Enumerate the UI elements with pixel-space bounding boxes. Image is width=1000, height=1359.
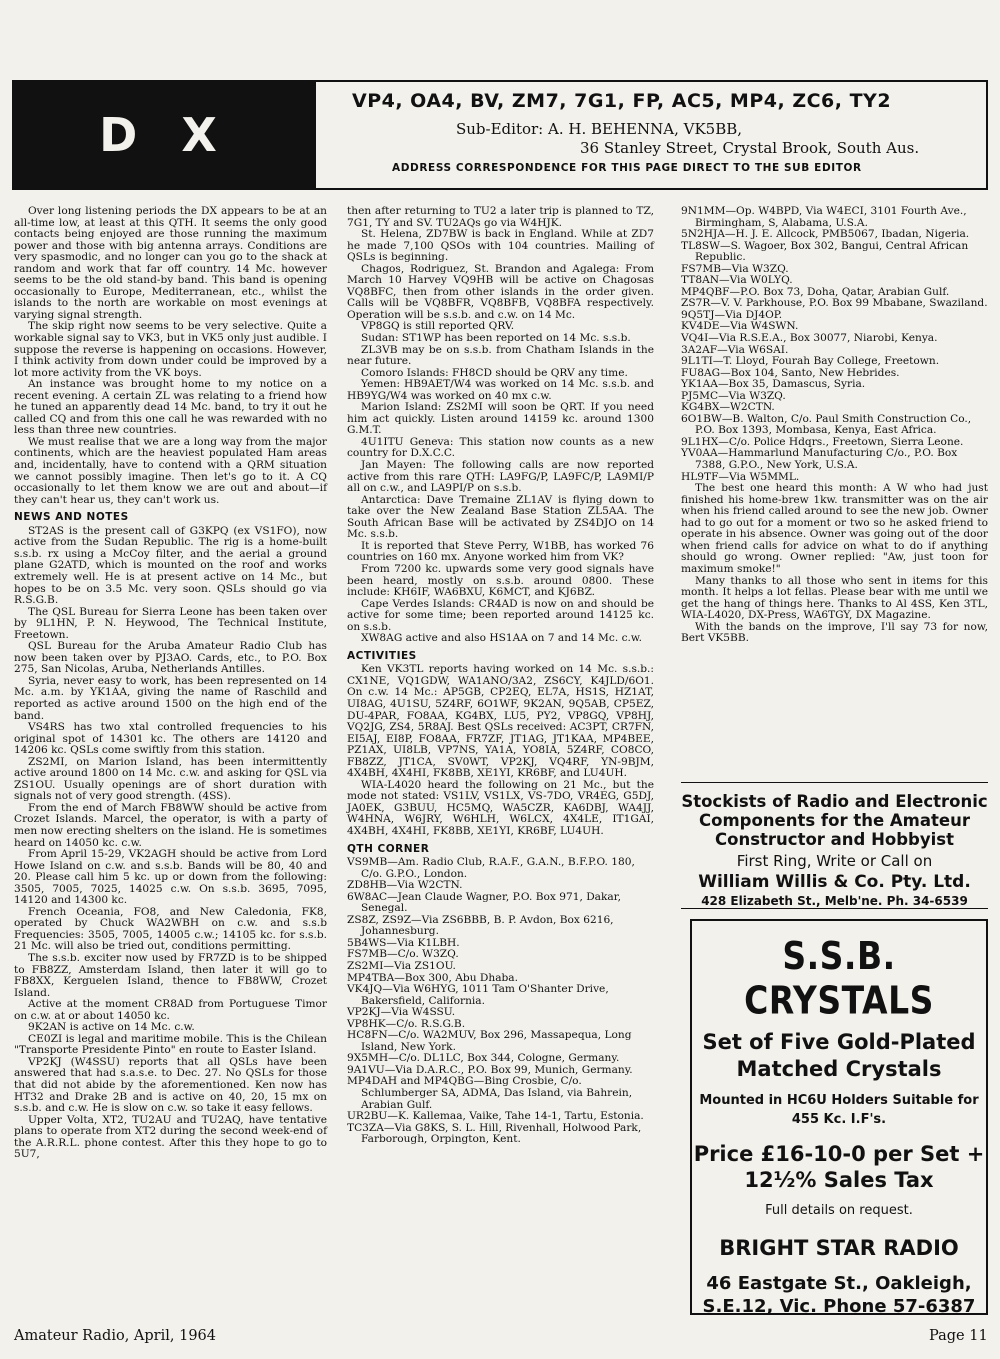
- qth-entry: FS7MB—Via W3ZQ.: [681, 262, 789, 275]
- qth-entry: ZS8Z, ZS9Z—Via ZS6BBB, B. P. Avdon, Box 6216, Johannesburg.: [347, 913, 614, 938]
- qth-entry: KV4DE—Via W4SWN.: [681, 320, 799, 333]
- qth-entry: 9A1VU—Via D.A.R.C., P.O. Box 99, Munich, Germany.: [347, 1063, 633, 1076]
- qth-entry: 6W8AC—Jean Claude Wagner, P.O. Box 971, Dakar, Senegal.: [347, 890, 622, 915]
- dx-title: D X: [14, 82, 316, 188]
- divider: [681, 782, 988, 783]
- paragraph: Many thanks to all those who sent in items for this month. It helps a lot fellas. Please bear with me until we get the hang of things here. Thanks to Al 4SS, Ken 3TL, WIA-L4020, DX-Press, WA6TGY, DX Magazine.: [681, 574, 988, 622]
- qth-entry: 9L1HX—C/o. Police Hdqrs., Freetown, Sierra Leone.: [681, 435, 964, 448]
- paragraph: VS4RS has two xtal controlled frequencies to his original spot of 14301 kc. The others are 14120 and 14206 kc. QSLs come swiftly from this station.: [14, 721, 327, 757]
- paragraph: VP2KJ (W4SSU) reports that all QSLs have been answered that had s.a.s.e. to Dec. 27. No QSLs for those that did not abide by the aforementioned. Ken now has HT32 and Drake 2B and is active on 40, 20, 15 mx on s.s.b. and c.w. He is slow on c.w. so take it easy fellows.: [14, 1055, 327, 1115]
- paragraph: 4U1ITU Geneva: This station now counts as a new country for D.X.C.C.: [347, 435, 654, 460]
- qth-entry: YK1AA—Box 35, Damascus, Syria.: [681, 378, 866, 391]
- paragraph: CE0ZI is legal and maritime mobile. This is the Chilean "Transporte Presidente Pinto" en route to Easter Island.: [14, 1032, 327, 1057]
- qth-entry: 5B4WS—Via K1LBH.: [347, 936, 460, 949]
- paragraph: The best one heard this month: A W who had just finished his home-brew 1kw. transmitter was on the air when his friend called around to see the new job. Owner had to go out for a moment or two so he asked friend to operate in his absence. Owner was going out of the door when friend calls for advice on what to do if anything should go wrong. Owner replied: "Aw, just toon for maximum smoke!": [681, 482, 988, 575]
- qth-entry: ZS2MI—Via ZS1OU.: [347, 960, 456, 972]
- footer-page-number: Page 11: [929, 1328, 988, 1344]
- qth-entry: TC3ZA—Via G8KS, S. L. Hill, Rivenhall, Holwood Park, Farborough, Orpington, Kent.: [347, 1121, 642, 1146]
- paragraph: Ken VK3TL reports having worked on 14 Mc. s.s.b.: CX1NE, VQ1GDW, WA1ANO/3A2, ZS6CY, K4JLD/6O1. On c.w. 14 Mc.: AP5GB, CP2EQ, EL7A, HS1S, HZ1AT, UI8AG, 4U1SU, 5Z4RF, 6O1WF, 9K2AN, 9Q5AB, CP5EZ, DU-4PAR, FO8AA, KG4BX, LU5, PY2, VP8GQ, VP8HJ, VQ2JG, ZS4, 5R8AJ. Best QSLs received: AC3PT, CR7FN, EI5AJ, EI8P, FO8AA, FR7ZF, JT1AG, JT1KAA, MP4BEE, PZ1AX, UI8LB, VP7NS, YA1A, YO8IA, 5Z4RF, CO8CO, FB8ZZ, JT1CA, SV0WT, VP2KJ, VQ4RF, YN-9BJM, 4X4BH, 4X4HI, FK8BB, XE1YI, KR6BF, and LU4UH.: [347, 663, 654, 780]
- qth-entry: VP8HK—C/o. R.S.G.B.: [347, 1017, 466, 1030]
- qth-entry: TL8SW—S. Wagoer, Box 302, Bangui, Central African Republic.: [681, 239, 969, 264]
- qth-entry: YV0AA—Hammarlund Manufacturing C/o., P.O. Box 7388, G.P.O., New York, U.S.A.: [681, 447, 958, 472]
- qth-entry: VP2KJ—Via W4SSU.: [347, 1006, 456, 1019]
- qth-entry: KG4BX—W2CTN.: [681, 401, 775, 414]
- paragraph: The s.s.b. exciter now used by FR7ZD is to be shipped to FB8ZZ, Amsterdam Island, then later it will go to FB8XX, Kerguelen Island, thence to FB8WW, Crozet Island.: [14, 952, 327, 999]
- ad-subtitle: Set of Five Gold-Plated Matched Crystals: [702, 1030, 976, 1081]
- qth-entry: 3A2AF—Via W6SAI.: [681, 343, 789, 356]
- paragraph: then after returning to TU2 a later trip is planned to TZ, 7G1, TY and SV. TU2AQs go via W4HJK.: [347, 205, 654, 229]
- paragraph: Comoro Islands: FH8CD should be QRV any time.: [361, 366, 628, 379]
- ad-mount-info: Mounted in HC6U Holders Suitable for 455 Kc. I.F's.: [699, 1093, 979, 1127]
- paragraph: Cape Verdes Islands: CR4AD is now on and should be active for some time; been reported around 14125 kc. on s.s.b.: [347, 597, 654, 633]
- header-box: [12, 80, 988, 190]
- paragraph: ZS2MI, on Marion Island, has been intermittently active around 1800 on 14 Mc. c.w. and asking for QSL via ZS1OU. Usually openings are of short duration with signals not of very good strength. (4SS).: [14, 755, 327, 803]
- qth-entry: MP4QBF—P.O. Box 73, Doha, Qatar, Arabian Gulf.: [681, 285, 950, 298]
- paragraph: The skip right now seems to be very selective. Quite a workable signal say to VK3, but in VK5 only just audible. I suppose the reverse is happening on occasions. However, I think activity from down under could be improved by a lot more activity from the VK boys.: [14, 320, 327, 379]
- paragraph: QSL Bureau for the Aruba Amateur Radio Club has now been taken over by PJ3AO. Cards, etc., to P.O. Box 275, San Nicolas, Aruba, Netherlands Antilles.: [14, 640, 327, 676]
- qth-entry: VK4JQ—Via W6HYG, 1011 Tam O'Shanter Drive, Bakersfield, California.: [347, 983, 609, 1007]
- qth-entry: VQ4I—Via R.S.E.A., Box 30077, Niarobi, Kenya.: [681, 332, 938, 345]
- paragraph: VP8GQ is still reported QRV.: [361, 320, 515, 333]
- qth-entry: FS7MB—C/o. W3ZQ.: [347, 948, 459, 961]
- paragraph: Marion Island: ZS2MI will soon be QRT. If you need him act quickly. Listen around 14159 kc. around 1300 G.M.T.: [347, 401, 654, 437]
- ad-address: 428 Elizabeth St., Melb'ne. Ph. 34-6539: [701, 894, 968, 908]
- qth-entry: VS9MB—Am. Radio Club, R.A.F., G.A.N., B.F.P.O. 180, C/o. G.P.O., London.: [347, 856, 635, 880]
- qth-entry: MP4DAH and MP4QBG—Bing Crosbie, C/o. Schlumberger SA, ADMA, Das Island, via Bahrein, Arabian Gulf.: [347, 1075, 633, 1111]
- qth-entry: 9L1TI—T. Lloyd, Fourah Bay College, Freetown.: [681, 355, 940, 368]
- ad-company: William Willis & Co. Pty. Ltd.: [698, 872, 971, 892]
- qth-entry: 9N1MM—Op. W4BPD, Via W4ECI, 3101 Fourth Ave., Birmingham, S, Alabama, U.S.A.: [681, 205, 967, 229]
- qth-entry: FU8AG—Box 104, Santo, New Hebrides.: [681, 366, 900, 379]
- qth-entry: ZS7R—V. V. Parkhouse, P.O. Box 99 Mbabane, Swaziland.: [681, 297, 988, 310]
- crystals-advertisement: [690, 919, 988, 1315]
- qth-entry: ZD8HB—Via W2CTN.: [347, 879, 463, 892]
- paragraph: Antarctica: Dave Tremaine ZL1AV is flying down to take over the New Zealand Base Station ZL5AA. The South African Base will be activated by ZS4DJO on 14 Mc. s.s.b.: [347, 493, 654, 541]
- qth-entry: 9Q5TJ—Via DJ4OP.: [681, 308, 783, 321]
- qth-entry: 9X5MH—C/o. DL1LC, Box 344, Cologne, Germany.: [347, 1052, 620, 1065]
- willis-advertisement: [681, 792, 988, 908]
- qth-entry: PJ5MC—Via W3ZQ.: [681, 389, 786, 402]
- header-info: [316, 82, 986, 188]
- paragraph: ZL3VB may be on s.s.b. from Chatham Islands in the near future.: [347, 343, 654, 368]
- ad-price: Price £16-10-0 per Set + 12½% Sales Tax: [693, 1142, 985, 1192]
- paragraph: Sudan: ST1WP has been reported on 14 Mc. s.s.b.: [361, 332, 631, 345]
- paragraph: Yemen: HB9AET/W4 was worked on 14 Mc. s.s.b. and HB9YG/W4 was worked on 40 mx c.w.: [347, 378, 654, 402]
- ad-title: S.S.B. CRYSTALS: [744, 933, 934, 1023]
- ad-details: Full details on request.: [765, 1203, 913, 1218]
- paragraph: Over long listening periods the DX appears to be at an all-time low, at least at this QTH. It seems the only good contacts being enjoyed are those running the maximum power and those with big antenna arrays. Conditions are very spasmodic, and no longer can you go to the shack at random and work that far off country. 14 Mc. however seems to be the old stand-by band. This band is opening occasionally to Europe, Mediterranean, etc., whilst the islands to the north are workable on most evenings at varying signal strength.: [14, 205, 327, 321]
- paragraph: St. Helena, ZD7BW is back in England. While at ZD7 he made 7,100 QSOs with 104 countries. Mailing of QSLs is beginning.: [347, 228, 654, 264]
- paragraph: An instance was brought home to my notice on a recent evening. A certain ZL was relating to a friend how he tuned an apparently dead 14 Mc. band, to try it out he called CQ and from this one call he was rewarded with no less than three new countries.: [14, 378, 327, 437]
- sub-editor: Sub-Editor: A. H. BEHENNA, VK5BB,: [456, 120, 743, 138]
- paragraph: Active at the moment CR8AD from Portuguese Timor on c.w. at or about 14050 kc.: [14, 998, 327, 1022]
- ad-brand: BRIGHT STAR RADIO: [719, 1236, 959, 1260]
- paragraph: From 7200 kc. upwards some very good signals have been heard, mostly on s.s.b. around 0800. These include: KH6IF, WA6BXU, K6MCT, and KJ6BZ.: [347, 562, 654, 599]
- correspondence-note: ADDRESS CORRESPONDENCE FOR THIS PAGE DIRECT TO THE SUB EDITOR: [392, 162, 862, 174]
- paragraph: Jan Mayen: The following calls are now reported active from this rare QTH: LA9FG/P, LA9FC/P, LA9MI/P all on c.w., and LA9PI/P on s.s.b.: [347, 459, 654, 495]
- paragraph: Syria, never easy to work, has been represented on 14 Mc. a.m. by YK1AA, giving the name of Raschild and reported as active around 1500 on the high end of the band.: [14, 674, 327, 722]
- ad-address: 46 Eastgate St., Oakleigh, S.E.12, Vic. Phone 57-6387: [702, 1273, 976, 1317]
- qth-entry: 6O1BW—B. Walton, C/o. Paul Smith Construction Co., P.O. Box 1393, Mombasa, Kenya, East Africa.: [681, 412, 972, 437]
- qth-entry: MP4TBA—Box 300, Abu Dhaba.: [347, 971, 518, 984]
- featured-callsigns: VP4, OA4, BV, ZM7, 7G1, FP, AC5, MP4, ZC6, TY2: [352, 90, 892, 112]
- section-heading-activities: ACTIVITIES: [347, 649, 417, 662]
- paragraph: We must realise that we are a long way from the major continents, which are the heaviest populated Ham areas and, incidentally, have to contend with a QRM situation we cannot possibly imagine. Then let's go to it. A CQ occasionally to let them know we are out and about—if they can't hear us, they can't work us.: [14, 435, 327, 506]
- paragraph: XW8AG active and also HS1AA on 7 and 14 Mc. c.w.: [361, 632, 643, 645]
- footer-publication: Amateur Radio, April, 1964: [14, 1328, 216, 1344]
- paragraph: The QSL Bureau for Sierra Leone has been taken over by 9L1HN, P. N. Heywood, The Technical Institute, Freetown.: [14, 605, 327, 641]
- section-heading-news: NEWS AND NOTES: [14, 511, 129, 524]
- paragraph: Chagos, Rodriguez, St. Brandon and Agalega: From March 10 Harvey VQ9HB will be active on Chagosas VQ8BFC, then from other islands in the order given. Calls will be VQ8BFR, VQ8BFB, VQ8BFA respectively. Operation will be s.s.b. and c.w. on 14 Mc.: [347, 262, 654, 321]
- ad-headline: Stockists of Radio and Electronic Components for the Amateur Constructor and Hobbyist: [681, 792, 988, 849]
- paragraph: From the end of March FB8WW should be active from Crozet Islands. Marcel, the operator, is with a party of men now erecting shelters on the island. He is sometimes heard on 14050 kc. c.w.: [14, 801, 327, 849]
- qth-entry: 5N2HJA—H. J. E. Allcock, PMB5067, Ibadan, Nigeria.: [681, 228, 970, 241]
- column-3: [681, 206, 988, 645]
- ad-line: First Ring, Write or Call on: [736, 852, 933, 870]
- qth-entry: HC8FN—C/o. WA2MUV, Box 296, Massapequa, Long Island, New York.: [347, 1029, 632, 1053]
- paragraph: WIA-L4020 heard the following on 21 Mc., but the mode not stated: VS1LV, VS1LX, VS-7DO, VR4EG, G5DJ, JA0EK, G3BUU, HC5MQ, WA5CZR, KA6DBJ, WA4JJ, W4HNA, W6JRY, W6HLH, W6LCX, 4X4LE, IT1GAI, 4X4BH, 4X4HI, FK8BB, XE1YI, KR6BF, LU4UH.: [347, 778, 654, 837]
- qth-entry: TT8AN—Via W0LYQ.: [681, 274, 793, 287]
- paragraph: It is reported that Steve Perry, W1BB, has worked 76 countries on 160 mx. Anyone worked him from VK?: [347, 539, 654, 564]
- paragraph: French Oceania, FO8, and New Caledonia, FK8, operated by Chuck WA2WBH on c.w. and s.s.b Frequencies: 3505, 7005, 14005 c.w.; 14105 kc. for s.s.b. 21 Mc. will also be tried out, conditions permitting.: [14, 905, 327, 953]
- paragraph: Upper Volta, XT2, TU2AU and TU2AQ, have tentative plans to operate from XT2 during the second week-end of the A.R.R.L. phone contest. After this they hope to go to 5U7,: [14, 1113, 327, 1161]
- sub-editor-address: 36 Stanley Street, Crystal Brook, South Aus.: [580, 139, 920, 157]
- divider: [681, 908, 988, 909]
- paragraph: With the bands on the improve, I'll say 73 for now, Bert VK5BB.: [681, 620, 988, 645]
- column-1: [14, 206, 327, 1161]
- paragraph: ST2AS is the present call of G3KPQ (ex VS1FO), now active from the Sudan Republic. The rig is a home-built s.s.b. rx using a McCoy filter, and the aerial a ground plane G2ATD, which is mounted on the roof and works extremely well. He is at present active on 14 Mc., but hopes to be on 3.5 Mc. very soon. QSLs should go via R.S.G.B.: [14, 524, 327, 607]
- column-2: [347, 206, 654, 1146]
- qth-entry: HL9TF—Via W5MML.: [681, 470, 800, 483]
- paragraph: 9K2AN is active on 14 Mc. c.w.: [28, 1021, 195, 1034]
- qth-entry: UR2BU—K. Kallemaa, Vaike, Tahe 14-1, Tartu, Estonia.: [347, 1110, 644, 1123]
- paragraph: From April 15-29, VK2AGH should be active from Lord Howe Island on c.w. and s.s.b. Bands will be 80, 40 and 20. Please call him 5 kc. up or down from the following: 3505, 7005, 7025, 14025 c.w. On s.s.b. 3695, 7095, 14120 and 14300 kc.: [14, 848, 327, 907]
- section-heading-qth-corner: QTH CORNER: [347, 842, 430, 855]
